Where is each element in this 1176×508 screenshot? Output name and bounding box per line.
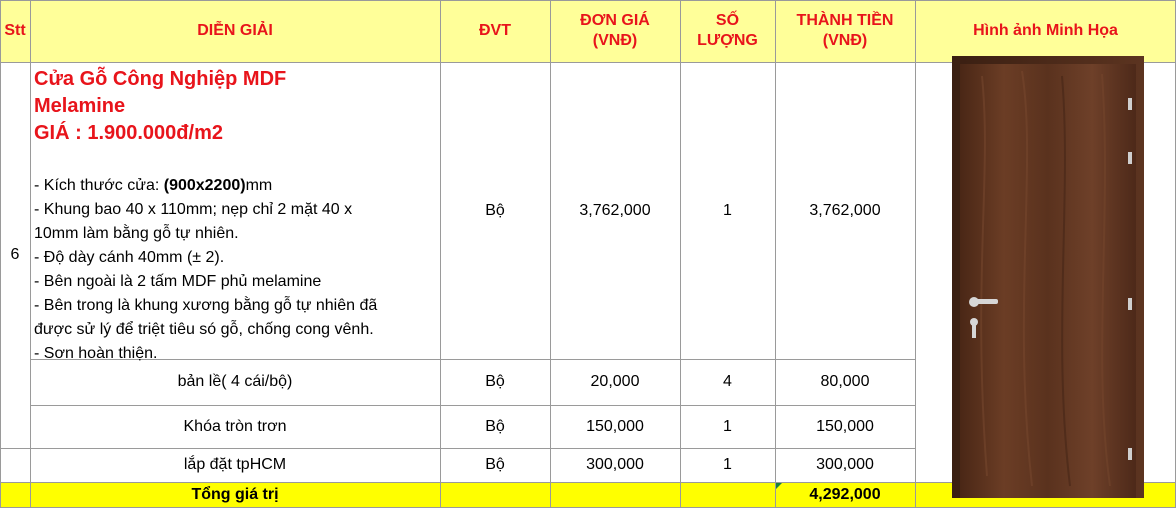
row-name: bản lề( 4 cái/bộ) bbox=[177, 373, 293, 390]
header-don-gia bbox=[550, 0, 680, 62]
grid-line bbox=[0, 0, 1176, 1]
row-don-gia: 20,000 bbox=[590, 373, 640, 390]
desc-line: - Bên trong là khung xương bằng gỗ tự nhiên đã bbox=[34, 297, 378, 314]
hinge-icon bbox=[1128, 448, 1132, 460]
desc-line: - Bên ngoài là 2 tấm MDF phủ melamine bbox=[34, 273, 322, 290]
header-stt-label: Stt bbox=[4, 22, 26, 39]
header-dvt-label: ĐVT bbox=[479, 22, 511, 39]
header-thanh-tien bbox=[775, 0, 915, 62]
product-title-line2: Melamine bbox=[34, 95, 126, 117]
hinge-icon bbox=[1128, 152, 1132, 164]
stt-value: 6 bbox=[10, 246, 20, 263]
hinge-icon bbox=[1128, 298, 1132, 310]
desc-size-line bbox=[34, 174, 438, 198]
door-panel bbox=[960, 64, 1136, 498]
desc-size-bold: (900x2200) bbox=[163, 177, 246, 194]
total-value: 4,292,000 bbox=[809, 485, 881, 503]
header-don-gia-label: ĐƠN GIÁ (VNĐ) bbox=[580, 12, 650, 49]
desc-line: được sử lý để triệt tiêu só gỗ, chống cong vênh. bbox=[34, 321, 374, 338]
desc-size-prefix: - Kích thước cửa: bbox=[34, 177, 164, 194]
wooden-door-image bbox=[952, 56, 1144, 498]
header-hinh-anh-label: Hình ảnh Minh Họa bbox=[973, 22, 1118, 39]
row-so-luong: 1 bbox=[723, 417, 732, 435]
product-title-line1: Cửa Gỗ Công Nghiệp MDF bbox=[34, 68, 287, 90]
row-dvt: Bộ bbox=[485, 373, 505, 390]
header-so-luong bbox=[680, 0, 775, 62]
main-don-gia: 3,762,000 bbox=[579, 201, 651, 219]
desc-line: - Khung bao 40 x 110mm; nẹp chỉ 2 mặt 40 x bbox=[34, 201, 353, 218]
row-name: Khóa tròn trơn bbox=[183, 417, 287, 435]
row-thanh-tien: 300,000 bbox=[816, 456, 874, 473]
desc-line: 10mm làm bằng gỗ tự nhiên. bbox=[34, 225, 239, 242]
product-price: GIÁ : 1.900.000đ/m2 bbox=[34, 122, 223, 144]
product-description bbox=[34, 174, 438, 366]
header-thanh-tien-label: THÀNH TIỀN (VNĐ) bbox=[796, 12, 894, 49]
row-thanh-tien: 80,000 bbox=[820, 373, 870, 390]
header-stt bbox=[0, 0, 30, 62]
desc-line: - Độ dày cánh 40mm (± 2). bbox=[34, 249, 225, 266]
row-so-luong: 4 bbox=[723, 373, 732, 390]
row-name: lắp đặt tpHCM bbox=[183, 456, 287, 473]
row-dvt: Bộ bbox=[485, 417, 505, 435]
hinge-icon bbox=[1128, 98, 1132, 110]
row-thanh-tien: 150,000 bbox=[816, 417, 874, 435]
grid-line bbox=[915, 0, 916, 508]
row-dvt: Bộ bbox=[485, 456, 505, 473]
desc-line: - Sơn hoàn thiện. bbox=[34, 345, 158, 362]
header-dvt bbox=[440, 0, 550, 62]
row-don-gia: 300,000 bbox=[586, 456, 644, 473]
main-so-luong: 1 bbox=[723, 201, 732, 219]
cell-note-marker bbox=[776, 483, 782, 489]
header-dien-giai bbox=[30, 0, 440, 62]
total-label: Tổng giá trị bbox=[191, 485, 279, 503]
row-so-luong: 1 bbox=[723, 456, 732, 473]
header-dien-giai-label: DIỄN GIẢI bbox=[197, 22, 273, 39]
door-svg bbox=[952, 56, 1144, 498]
main-thanh-tien: 3,762,000 bbox=[809, 201, 881, 219]
main-dvt: Bộ bbox=[485, 201, 505, 219]
row-don-gia: 150,000 bbox=[586, 417, 644, 435]
header-hinh-anh bbox=[915, 0, 1176, 62]
product-title bbox=[34, 66, 438, 147]
desc-size-suffix: mm bbox=[245, 177, 273, 194]
header-so-luong-label: SỐ LƯỢNG bbox=[697, 12, 758, 49]
